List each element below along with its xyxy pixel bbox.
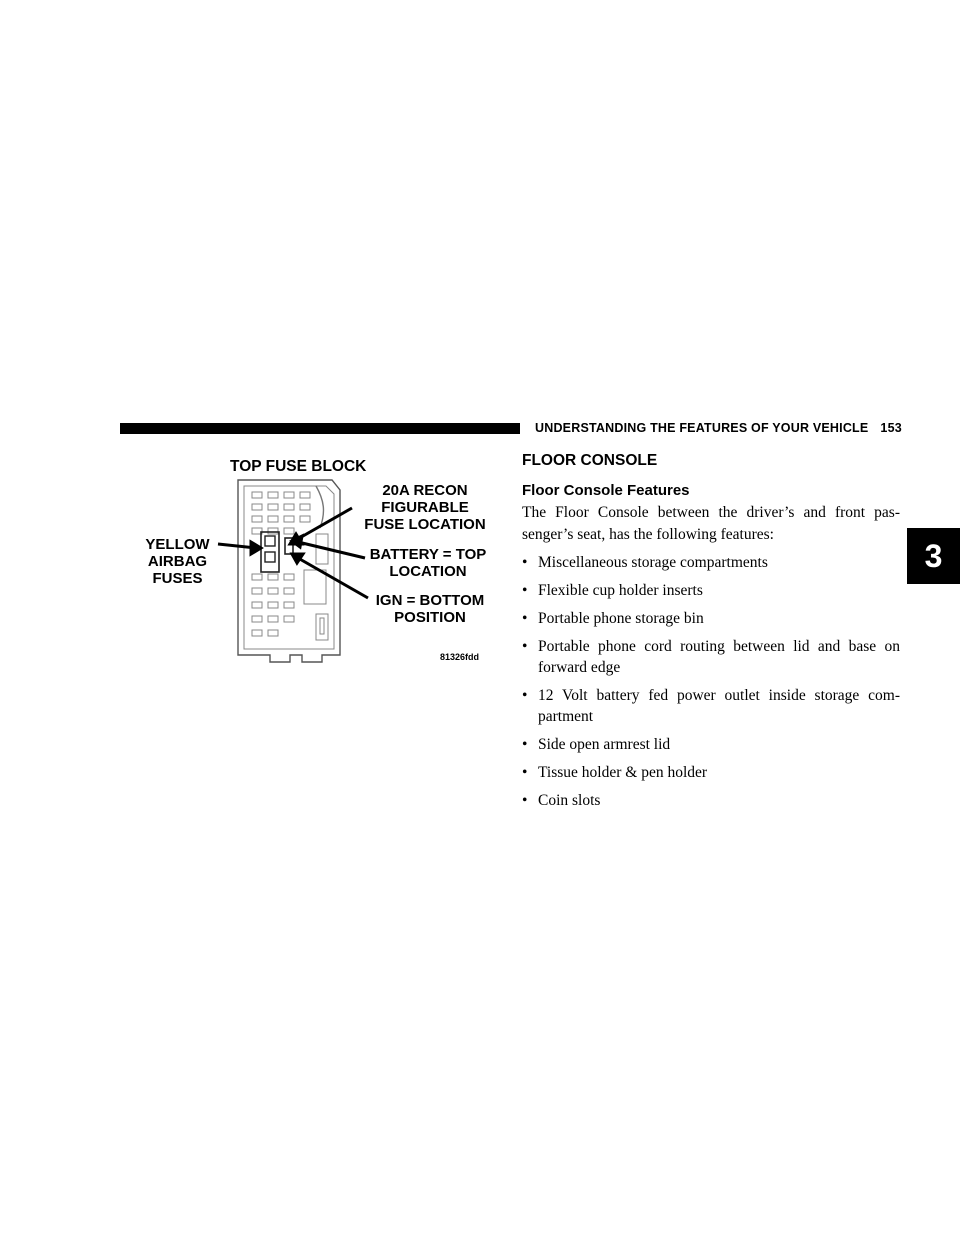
section-subtitle: Floor Console Features (522, 482, 690, 499)
label-ign-bottom: IGN = BOTTOM POSITION (375, 592, 485, 626)
list-item: • Coin slots (522, 792, 601, 809)
header-section-title: UNDERSTANDING THE FEATURES OF YOUR VEHICLE (535, 421, 869, 435)
list-item: • Miscellaneous storage compartments (522, 554, 768, 571)
intro-paragraph: The Floor Console between the driver’s and front pas-senger’s seat, has the following features: (522, 504, 900, 543)
section-title: FLOOR CONSOLE (522, 452, 658, 469)
label-yellow-airbag-fuses: YELLOW AIRBAG FUSES (145, 536, 210, 587)
bullet-icon: • (522, 554, 528, 571)
bullet-icon: • (522, 582, 528, 599)
label-recon-fuse: 20A RECON FIGURABLE FUSE LOCATION (364, 482, 486, 533)
list-item: • Tissue holder & pen holder (522, 764, 708, 781)
fuse-block-figure (120, 450, 505, 680)
bullet-icon: • (522, 792, 528, 809)
list-item: • Portable phone cord routing between lid and base on forward edge (522, 638, 900, 676)
chapter-tab: 3 (907, 528, 960, 584)
label-battery-top: BATTERY = TOP LOCATION (369, 546, 487, 580)
bullet-icon: • (522, 638, 528, 655)
header-rule (120, 423, 520, 434)
figure-code: 81326fdd (440, 652, 480, 662)
bullet-icon: • (522, 764, 528, 781)
list-item: • Side open armrest lid (522, 736, 671, 753)
running-header (535, 421, 902, 435)
list-item: • Flexible cup holder inserts (522, 582, 703, 599)
list-item: • 12 Volt battery fed power outlet inside storage com-partment (522, 687, 900, 725)
label-top-fuse-block: TOP FUSE BLOCK (230, 458, 367, 475)
bullet-icon: • (522, 687, 528, 704)
feature-list (522, 552, 900, 811)
page-number: 153 (880, 421, 902, 435)
text-column (522, 450, 900, 818)
list-item: • Portable phone storage bin (522, 610, 704, 627)
bullet-icon: • (522, 736, 528, 753)
bullet-icon: • (522, 610, 528, 627)
